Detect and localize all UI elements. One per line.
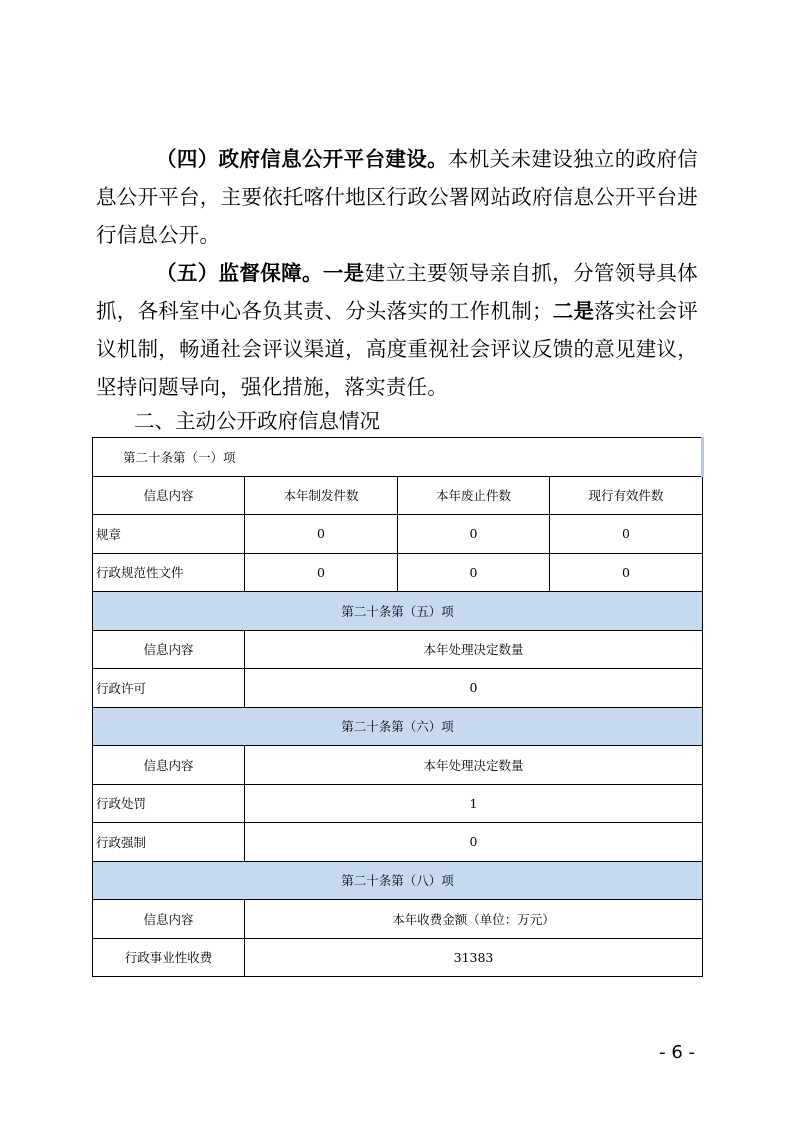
header-cell: 本年废止件数 [398, 476, 550, 515]
row-value: 0 [245, 823, 703, 862]
row-value: 0 [245, 553, 398, 592]
table-row [93, 553, 703, 592]
row-value: 0 [550, 515, 703, 554]
row-value: 0 [398, 553, 550, 592]
paragraph-lead: （五）监督保障。 [156, 261, 323, 285]
row-label: 行政许可 [93, 669, 245, 708]
paragraph-text-first: 建立主要领导亲自抓，分管领导具体抓，各科室中心各负其责、分头落实的工作机制； [96, 261, 698, 323]
table-header-row [93, 630, 703, 669]
header-cell: 本年处理决定数量 [245, 746, 703, 785]
keyword-second: 二是 [552, 299, 595, 323]
section-title-row [93, 707, 703, 746]
paragraph-text: 本机关未建设独立的政府信息公开平台，主要依托喀什地区行政公署网站政府信息公开平台进行信息公开。 [96, 147, 698, 247]
section-title: 第二十条第（六）项 [93, 707, 703, 746]
section-title-row [93, 592, 703, 631]
header-cell: 本年收费金额（单位：万元） [245, 900, 703, 939]
row-label: 行政强制 [93, 823, 245, 862]
table-header-row [93, 746, 703, 785]
row-label: 行政事业性收费 [93, 938, 245, 977]
header-cell: 信息内容 [93, 746, 245, 785]
table-row [93, 938, 703, 977]
header-cell: 本年制发件数 [245, 476, 398, 515]
paragraph-supervision [96, 254, 698, 406]
table-row [93, 669, 703, 708]
row-label: 行政规范性文件 [93, 553, 245, 592]
header-cell: 现行有效件数 [550, 476, 703, 515]
header-cell: 信息内容 [93, 630, 245, 669]
table-header-row [93, 476, 703, 515]
keyword-first: 一是 [322, 261, 365, 285]
disclosure-table [92, 437, 704, 977]
row-value: 0 [398, 515, 550, 554]
section-heading: 二、主动公开政府信息情况 [134, 409, 380, 433]
row-value: 0 [245, 515, 398, 554]
paragraph-text-second: 落实社会评议机制，畅通社会评议渠道，高度重视社会评议反馈的意见建议，坚持问题导向，强化措施，落实责任。 [96, 299, 699, 399]
table-header-row [93, 900, 703, 939]
section-title: 第二十条第（一）项 [93, 438, 703, 477]
row-value: 0 [550, 553, 703, 592]
row-value: 31383 [245, 938, 703, 977]
row-value: 1 [245, 784, 703, 823]
row-label: 行政处罚 [93, 784, 245, 823]
page-number: - 6 - [659, 1042, 695, 1063]
table-row [93, 784, 703, 823]
header-cell: 信息内容 [93, 900, 245, 939]
header-cell: 本年处理决定数量 [245, 630, 703, 669]
section-title-row [93, 861, 703, 900]
header-cell: 信息内容 [93, 476, 245, 515]
paragraph-platform [96, 140, 698, 254]
table-row [93, 823, 703, 862]
table-row [93, 515, 703, 554]
section-title: 第二十条第（五）项 [93, 592, 703, 631]
paragraph-lead: （四）政府信息公开平台建设。 [156, 147, 448, 171]
section-title: 第二十条第（八）项 [93, 861, 703, 900]
row-label: 规章 [93, 515, 245, 554]
section-title-row [93, 438, 703, 477]
row-value: 0 [245, 669, 703, 708]
